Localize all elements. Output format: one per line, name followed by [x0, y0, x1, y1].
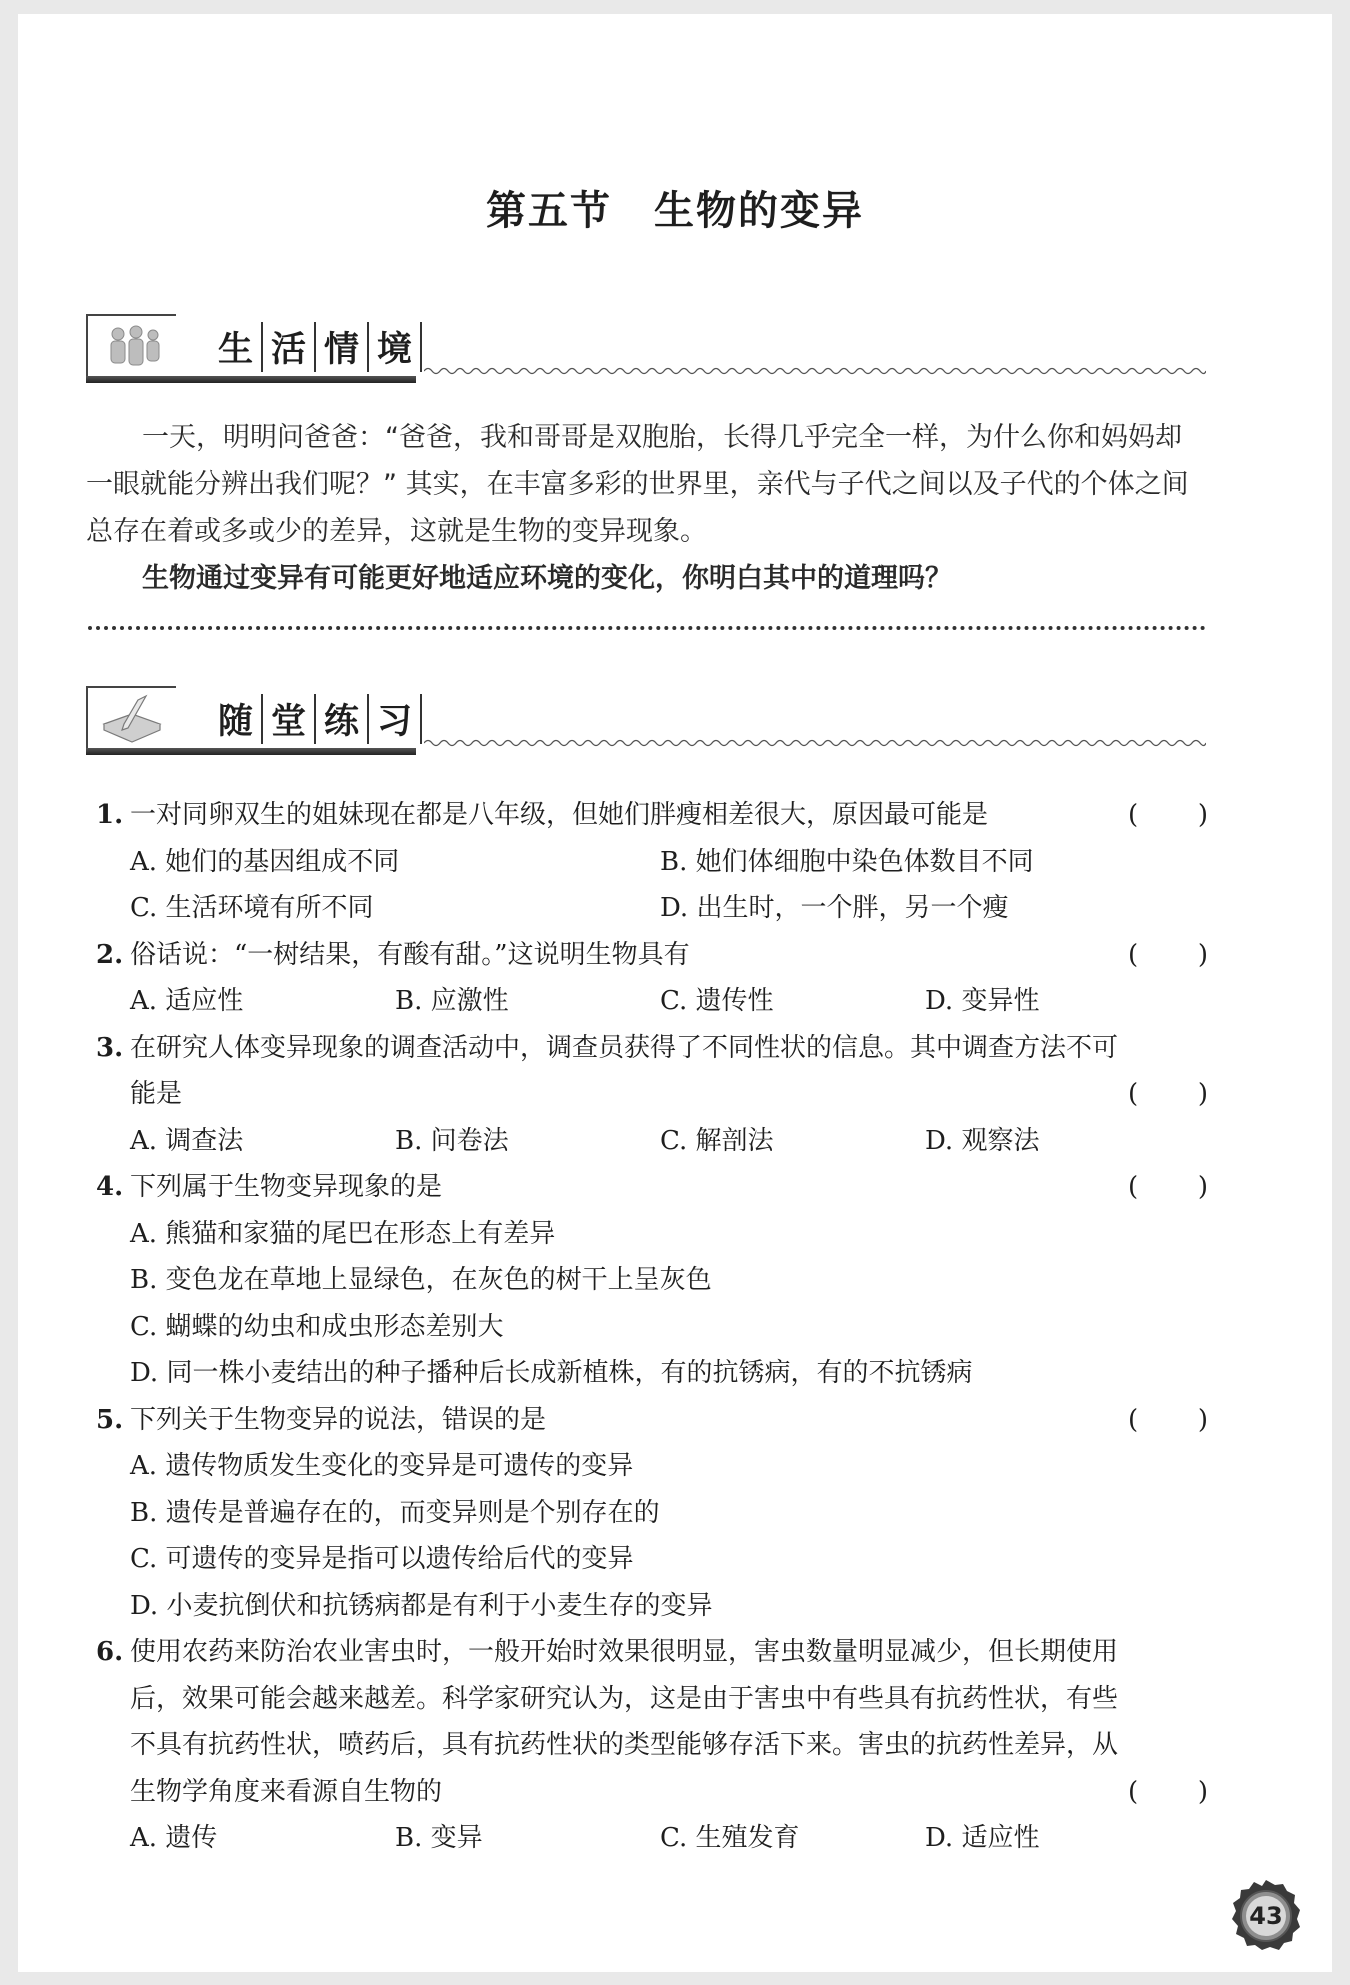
section-header-bar — [86, 748, 416, 755]
section-icon-frame — [86, 314, 176, 378]
answer-blank[interactable]: ( ) — [1128, 1079, 1208, 1109]
option-list — [96, 1815, 1208, 1862]
question-number: 2. — [96, 939, 124, 970]
option: C. 生活环境有所不同 — [130, 893, 374, 923]
question-number: 6. — [96, 1637, 124, 1667]
wavy-divider — [424, 366, 1206, 376]
page-number-badge — [1230, 1880, 1302, 1952]
page-title: 第五节 生物的变异 — [486, 187, 864, 234]
section-title-char: 习 — [369, 694, 422, 744]
section-title-life — [210, 324, 422, 370]
question-stem — [96, 1629, 1208, 1815]
section-header-bar — [86, 376, 416, 383]
option: B. 变异 — [395, 1823, 483, 1853]
section-header-practice — [86, 686, 1206, 756]
option: C. 蝴蝶的幼虫和成虫形态差别大 — [130, 1311, 504, 1342]
wavy-divider — [424, 738, 1206, 748]
option: B. 变色龙在草地上显绿色，在灰色的树干上呈灰色 — [130, 1265, 712, 1295]
section-title-char: 情 — [316, 322, 369, 372]
question-text: 使用农药来防治农业害虫时，一般开始时效果很明显，害虫数量明显减少，但长期使用后，效果可能会越来越差。科学家研究认为，这是由于害虫中有些具有抗药性状，有些不具有抗药性状，喷药后，具有抗药性状的类型能够存活下来。害虫的抗药性差异，从生物学角度来看源自生物的 — [130, 1637, 1119, 1807]
option: A. 遗传物质发生变化的变异是可遗传的变异 — [130, 1451, 634, 1481]
intro-text — [86, 414, 1206, 602]
page-number: 43 — [1249, 1902, 1283, 1930]
book-pen-icon — [98, 694, 168, 746]
question-list — [96, 792, 1208, 1862]
option: D. 小麦抗倒伏和抗锈病都是有利于小麦生存的变异 — [130, 1590, 713, 1621]
option-list — [96, 1211, 1208, 1397]
section-title-char: 堂 — [263, 694, 316, 744]
question-stem — [96, 792, 1208, 839]
question-stem — [96, 932, 1208, 979]
option: A. 熊猫和家猫的尾巴在形态上有差异 — [130, 1218, 556, 1249]
question-number: 1. — [96, 800, 124, 830]
question-text: 一对同卵双生的姐妹现在都是八年级，但她们胖瘦相差很大，原因最可能是 — [130, 800, 989, 830]
option: B. 应激性 — [395, 986, 509, 1016]
option-list — [96, 1443, 1208, 1629]
option-list — [96, 839, 1208, 932]
section-title-char: 随 — [210, 694, 263, 744]
option: A. 适应性 — [130, 986, 244, 1016]
dotted-divider — [88, 626, 1206, 634]
answer-blank[interactable]: ( ) — [1128, 1776, 1208, 1807]
section-header-life — [86, 314, 1206, 384]
answer-blank[interactable]: ( ) — [1128, 1172, 1208, 1202]
question-stem — [96, 1164, 1208, 1211]
question-text: 在研究人体变异现象的调查活动中，调查员获得了不同性状的信息。其中调查方法不可能是 — [130, 1032, 1119, 1109]
section-title-char: 活 — [263, 322, 316, 372]
answer-blank[interactable]: ( ) — [1128, 800, 1208, 830]
answer-blank[interactable]: ( ) — [1128, 939, 1208, 970]
question-number: 5. — [96, 1404, 124, 1435]
intro-paragraph: 一天，明明问爸爸：“爸爸，我和哥哥是双胞胎，长得几乎完全一样，为什么你和妈妈却一眼就能分辨出我们呢？” 其实，在丰富多彩的世界里，亲代与子代之间以及子代的个体之间总存在着或多或少的差异，这就是生物的变异现象。 — [86, 422, 1189, 547]
intro-question: 生物通过变异有可能更好地适应环境的变化，你明白其中的道理吗？ — [142, 563, 952, 594]
option-list — [96, 978, 1208, 1025]
option: B. 问卷法 — [395, 1125, 509, 1156]
workbook-page — [18, 14, 1332, 1972]
section-title-practice — [210, 696, 422, 742]
question-text: 下列关于生物变异的说法，错误的是 — [130, 1404, 547, 1435]
option: D. 变异性 — [925, 986, 1040, 1016]
option: D. 适应性 — [925, 1823, 1040, 1853]
option: C. 解剖法 — [660, 1125, 774, 1156]
section-title-char: 练 — [316, 694, 369, 744]
option: C. 遗传性 — [660, 986, 774, 1016]
option: B. 遗传是普遍存在的，而变异则是个别存在的 — [130, 1497, 660, 1528]
option: B. 她们体细胞中染色体数目不同 — [660, 846, 1034, 877]
answer-blank[interactable]: ( ) — [1128, 1404, 1208, 1435]
question-number: 4. — [96, 1172, 124, 1202]
question-number: 3. — [96, 1032, 124, 1063]
option: C. 可遗传的变异是指可以遗传给后代的变异 — [130, 1544, 634, 1574]
section-title-char: 境 — [369, 322, 422, 372]
option: D. 出生时，一个胖，另一个瘦 — [660, 893, 1009, 923]
section-title-char: 生 — [210, 322, 263, 372]
option: A. 调查法 — [130, 1125, 244, 1156]
question-stem — [96, 1025, 1208, 1118]
option: D. 观察法 — [925, 1125, 1040, 1156]
option-list — [96, 1118, 1208, 1165]
question-text: 下列属于生物变异现象的是 — [130, 1172, 443, 1202]
question-stem — [96, 1397, 1208, 1444]
section-icon-frame — [86, 686, 176, 750]
option: A. 她们的基因组成不同 — [130, 846, 400, 877]
option: D. 同一株小麦结出的种子播种后长成新植株，有的抗锈病，有的不抗锈病 — [130, 1358, 973, 1388]
option: C. 生殖发育 — [660, 1823, 800, 1853]
option: A. 遗传 — [130, 1823, 218, 1853]
people-icon — [98, 322, 168, 374]
question-text: 俗话说：“一树结果，有酸有甜。”这说明生物具有 — [130, 939, 690, 970]
